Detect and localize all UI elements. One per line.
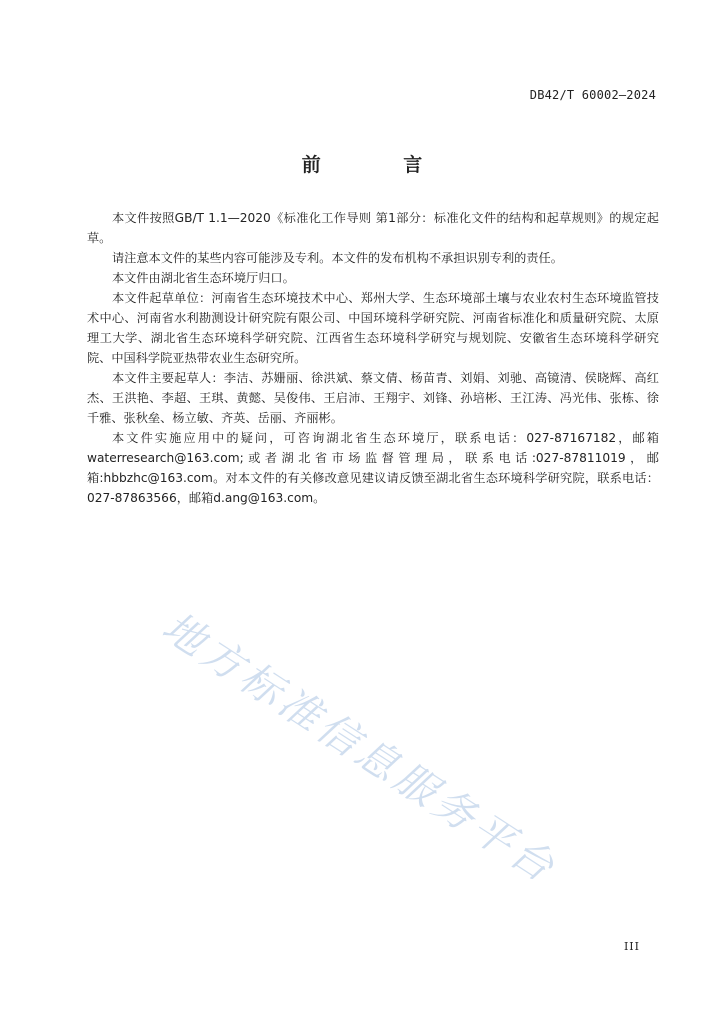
paragraph-drafters: 本文件主要起草人：李洁、苏姗丽、徐洪斌、蔡文倩、杨苗青、刘娟、刘驰、高镜清、侯晓辉、高红杰、王洪艳、李超、王琪、黄懿、吴俊伟、王启沛、王翔宇、刘锋、孙培彬、王江涛、冯光伟、张栋、徐千雅、张秋垒、杨立敏、齐英、岳丽、齐丽彬。 [87,371,659,425]
paragraph-administration: 本文件由湖北省生态环境厅归口。 [112,271,295,285]
document-body [87,208,659,508]
page-number: III [623,940,640,953]
watermark: 地方标准信息服务平台 [153,602,566,894]
document-code: DB42/T 60002—2024 [529,88,656,102]
paragraph-patent-notice: 请注意本文件的某些内容可能涉及专利。本文件的发布机构不承担识别专利的责任。 [112,251,563,265]
paragraph-standard-basis: 本文件按照GB/T 1.1—2020《标准化工作导则 第1部分：标准化文件的结构和起草规则》的规定起草。 [87,211,659,245]
paragraph-contact: 本文件实施应用中的疑问，可咨询湖北省生态环境厅，联系电话：027-87167182，邮箱waterresearch@163.com;或者湖北省市场监督管理局，联系电话:027-87811019，邮箱:hbbzhc@163.com。对本文件的有关修改意见建议请反馈至湖北省生态环境科学研究院，联系电话：027-87863566，邮箱d.ang@163.com。 [87,431,659,505]
paragraph-drafting-units: 本文件起草单位：河南省生态环境技术中心、郑州大学、生态环境部土壤与农业农村生态环境监管技术中心、河南省水利勘测设计研究院有限公司、中国环境科学研究院、河南省标准化和质量研究院、太原理工大学、湖北省生态环境科学研究院、江西省生态环境科学研究与规划院、安徽省生态环境科学研究院、中国科学院亚热带农业生态研究所。 [87,291,659,365]
section-title: 前 言 [301,154,461,176]
